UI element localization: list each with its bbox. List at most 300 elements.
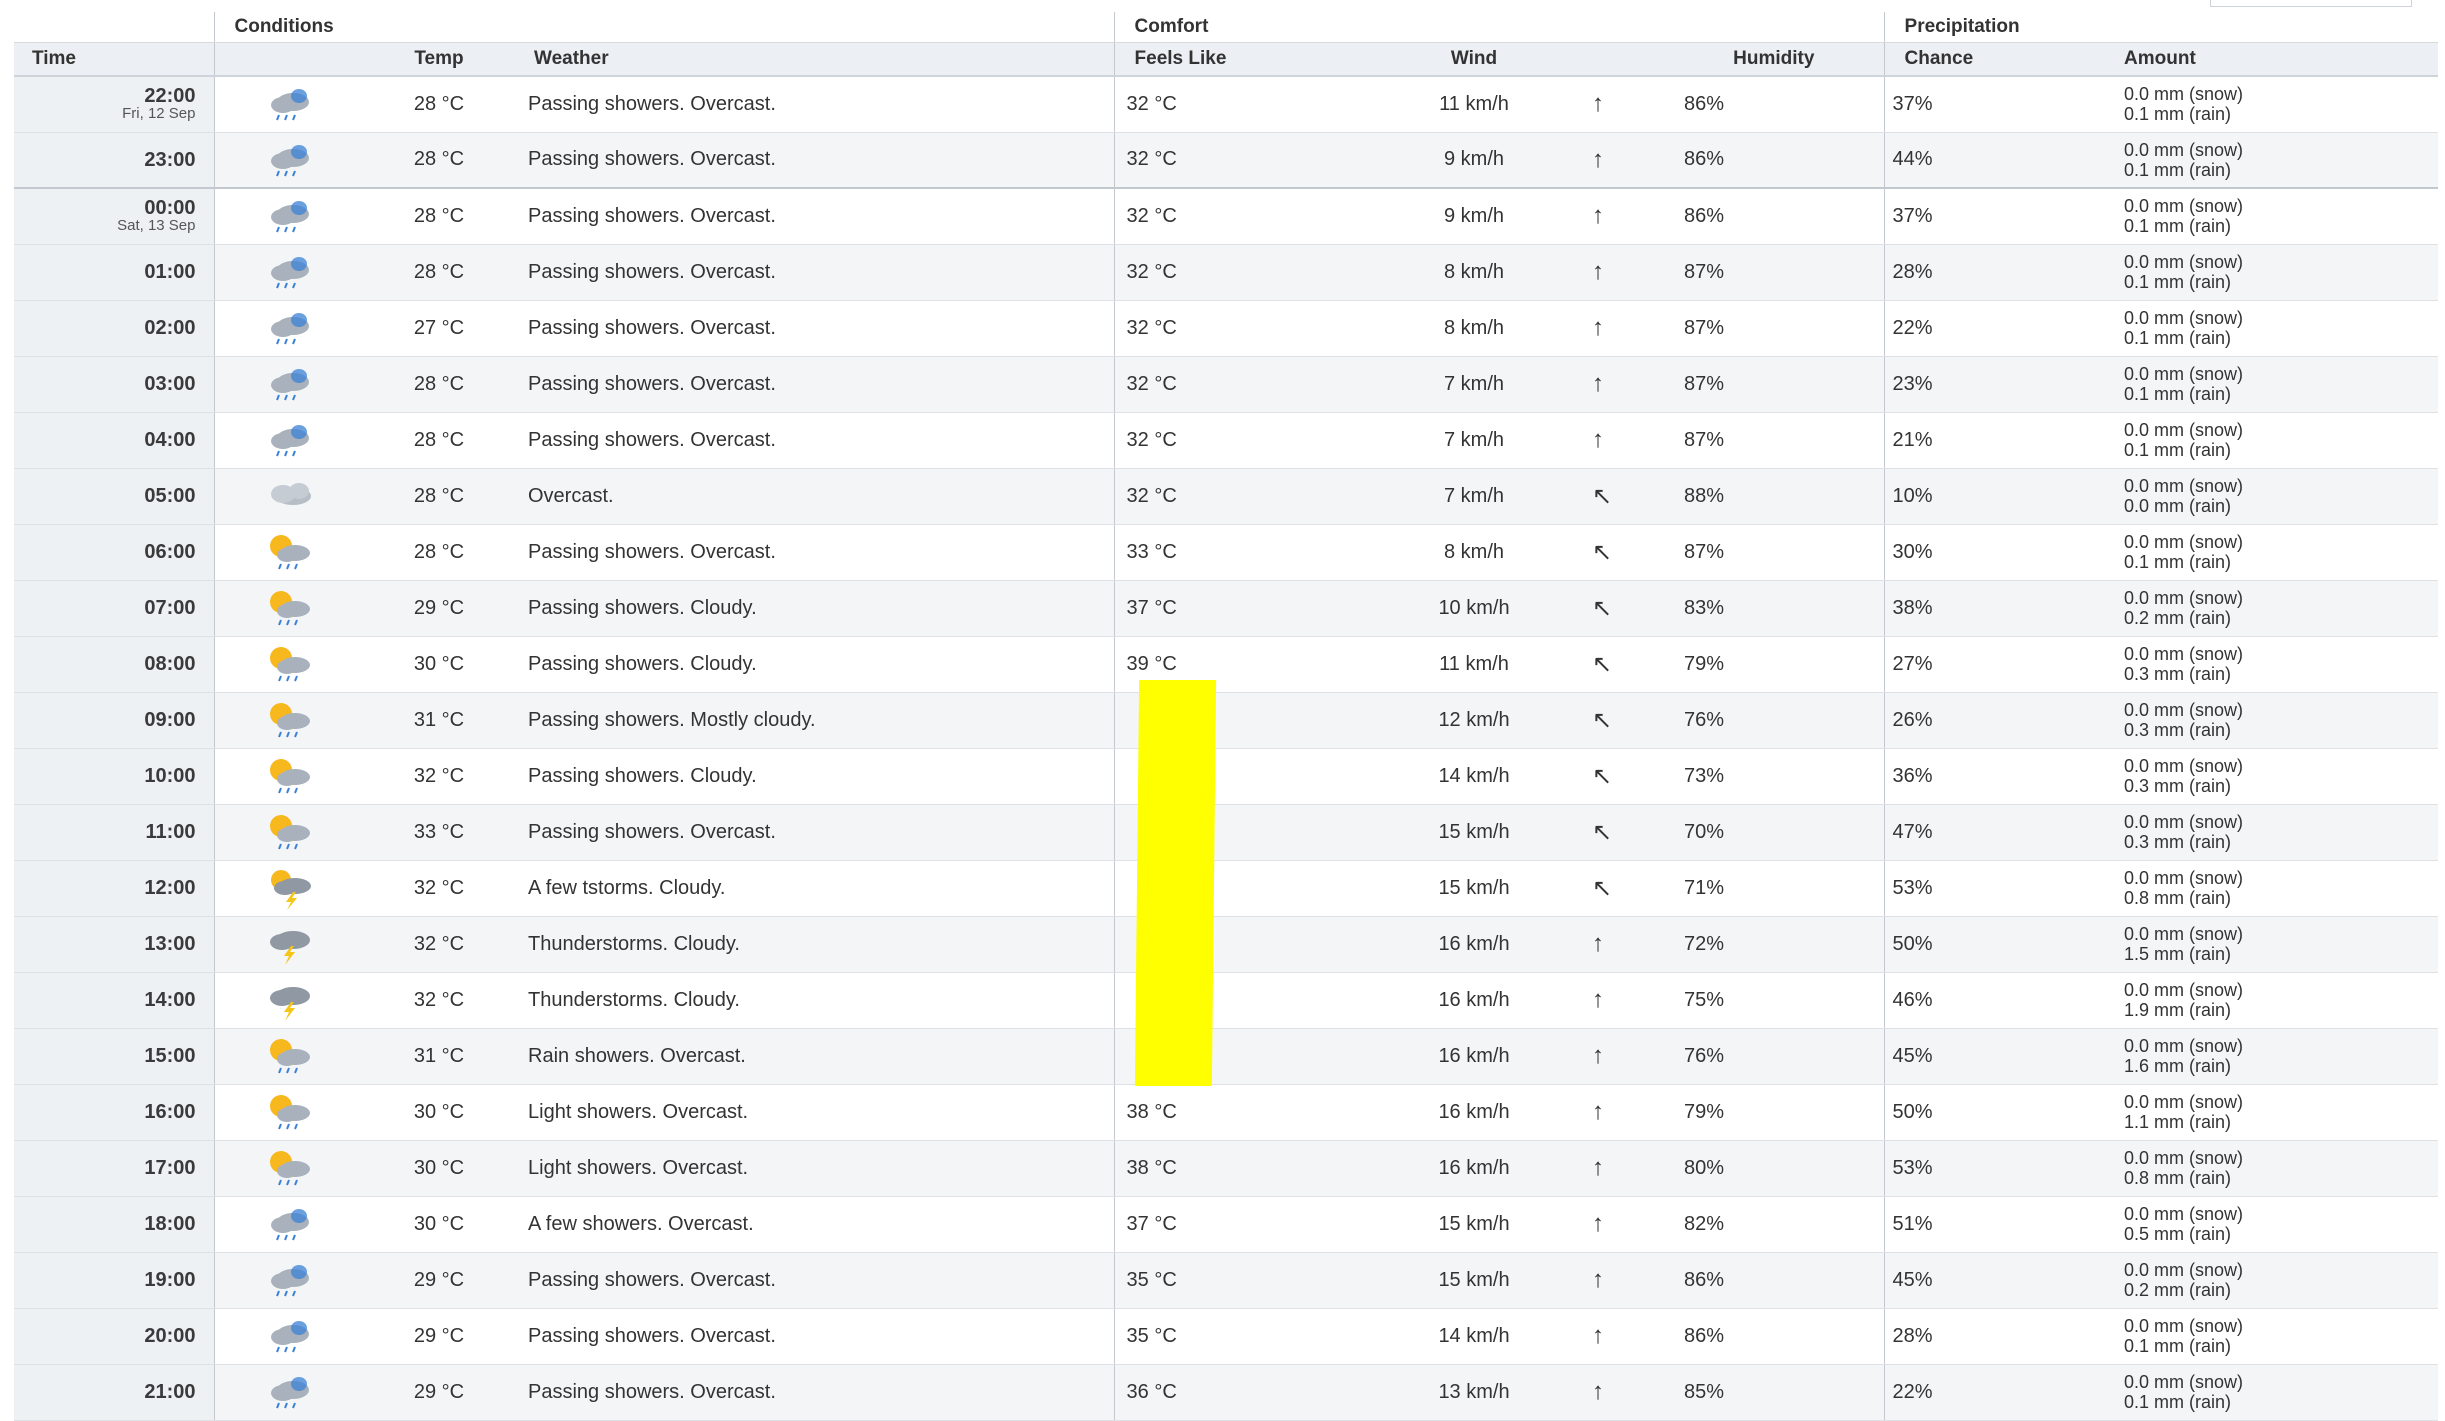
weather-icon-cell bbox=[214, 580, 364, 636]
humidity-cell: 86% bbox=[1664, 1308, 1884, 1364]
amount-cell bbox=[2084, 1196, 2438, 1252]
amount-cell bbox=[2084, 1140, 2438, 1196]
weather-icon-cell bbox=[214, 1364, 364, 1420]
chance-cell: 51% bbox=[1884, 1196, 2084, 1252]
hour-label: 05:00 bbox=[144, 485, 196, 507]
amount-cell bbox=[2084, 1028, 2438, 1084]
snow-amount: 0.0 mm (snow) bbox=[2124, 644, 2244, 664]
humidity-cell: 87% bbox=[1664, 244, 1884, 300]
weather-icon-cell bbox=[214, 76, 364, 132]
hourly-forecast-table bbox=[14, 12, 2438, 1421]
temp-cell: 29 °C bbox=[364, 580, 514, 636]
showers-cloud-icon bbox=[259, 1202, 319, 1246]
chance-cell: 45% bbox=[1884, 1252, 2084, 1308]
temp-cell: 31 °C bbox=[364, 692, 514, 748]
humidity-cell: 80% bbox=[1664, 1140, 1884, 1196]
snow-amount: 0.0 mm (snow) bbox=[2124, 868, 2244, 888]
chance-cell: 22% bbox=[1884, 300, 2084, 356]
weather-cell: Passing showers. Cloudy. bbox=[514, 580, 1114, 636]
amount-cell bbox=[2084, 188, 2438, 244]
time-cell bbox=[14, 300, 214, 356]
date-label: Fri, 12 Sep bbox=[122, 105, 196, 123]
weather-cell: Passing showers. Overcast. bbox=[514, 412, 1114, 468]
rain-amount: 0.1 mm (rain) bbox=[2124, 384, 2232, 404]
temp-cell: 30 °C bbox=[364, 1196, 514, 1252]
column-header-wind-direction bbox=[1584, 43, 1664, 77]
date-label: Sat, 13 Sep bbox=[117, 217, 196, 235]
group-header-conditions: Conditions bbox=[214, 12, 1114, 43]
rain-amount: 0.1 mm (rain) bbox=[2124, 104, 2232, 125]
time-cell bbox=[14, 1364, 214, 1420]
hour-label: 08:00 bbox=[144, 653, 196, 675]
snow-amount: 0.0 mm (snow) bbox=[2124, 84, 2244, 105]
wind-cell: 16 km/h bbox=[1364, 916, 1584, 972]
rain-amount: 0.1 mm (rain) bbox=[2124, 159, 2232, 180]
weather-cell: Passing showers. Overcast. bbox=[514, 524, 1114, 580]
time-cell bbox=[14, 692, 214, 748]
weather-cell: Rain showers. Overcast. bbox=[514, 1028, 1114, 1084]
temp-cell: 32 °C bbox=[364, 916, 514, 972]
weather-cell: Light showers. Overcast. bbox=[514, 1140, 1114, 1196]
weather-icon-cell bbox=[214, 300, 364, 356]
snow-amount: 0.0 mm (snow) bbox=[2124, 1092, 2244, 1112]
feels-like-cell: 32 °C bbox=[1114, 412, 1364, 468]
feels-like-cell: 32 °C bbox=[1114, 300, 1364, 356]
sun-showers-icon bbox=[259, 586, 319, 630]
rain-amount: 1.1 mm (rain) bbox=[2124, 1112, 2232, 1132]
arrow-up-icon: ↑ bbox=[1584, 972, 1664, 1028]
arrow-up-icon: ↑ bbox=[1584, 1140, 1664, 1196]
rain-amount: 0.1 mm (rain) bbox=[2124, 216, 2232, 237]
table-row bbox=[14, 300, 2438, 356]
search-box-edge bbox=[2210, 0, 2412, 7]
table-row bbox=[14, 636, 2438, 692]
weather-cell: Passing showers. Overcast. bbox=[514, 132, 1114, 188]
wind-cell: 13 km/h bbox=[1364, 1364, 1584, 1420]
rain-amount: 0.1 mm (rain) bbox=[2124, 1336, 2232, 1356]
table-row bbox=[14, 1028, 2438, 1084]
feels-like-cell: 32 °C bbox=[1114, 356, 1364, 412]
chance-cell: 21% bbox=[1884, 412, 2084, 468]
chance-cell: 45% bbox=[1884, 1028, 2084, 1084]
amount-cell bbox=[2084, 76, 2438, 132]
humidity-cell: 71% bbox=[1664, 860, 1884, 916]
feels-like-cell: 35 °C bbox=[1114, 1308, 1364, 1364]
weather-icon-cell bbox=[214, 916, 364, 972]
amount-cell bbox=[2084, 412, 2438, 468]
arrow-up-icon: ↑ bbox=[1584, 1196, 1664, 1252]
weather-cell: Light showers. Overcast. bbox=[514, 1084, 1114, 1140]
amount-cell bbox=[2084, 1308, 2438, 1364]
rain-amount: 1.5 mm (rain) bbox=[2124, 944, 2232, 964]
chance-cell: 28% bbox=[1884, 1308, 2084, 1364]
chance-cell: 44% bbox=[1884, 132, 2084, 188]
weather-icon-cell bbox=[214, 468, 364, 524]
wind-cell: 8 km/h bbox=[1364, 244, 1584, 300]
column-header-feels-like: Feels Like bbox=[1114, 43, 1364, 77]
table-row bbox=[14, 692, 2438, 748]
temp-cell: 30 °C bbox=[364, 636, 514, 692]
weather-cell: A few showers. Overcast. bbox=[514, 1196, 1114, 1252]
forecast-rows bbox=[14, 76, 2438, 1420]
temp-cell: 29 °C bbox=[364, 1252, 514, 1308]
amount-cell bbox=[2084, 524, 2438, 580]
chance-cell: 36% bbox=[1884, 748, 2084, 804]
sun-showers-icon bbox=[259, 1034, 319, 1078]
humidity-cell: 86% bbox=[1664, 76, 1884, 132]
temp-cell: 28 °C bbox=[364, 412, 514, 468]
humidity-cell: 87% bbox=[1664, 524, 1884, 580]
feels-like-cell: 33 °C bbox=[1114, 524, 1364, 580]
chance-cell: 50% bbox=[1884, 1084, 2084, 1140]
arrow-up-left-icon: ↖ bbox=[1584, 636, 1664, 692]
weather-icon-cell bbox=[214, 524, 364, 580]
group-header-time bbox=[14, 12, 214, 43]
time-cell bbox=[14, 132, 214, 188]
snow-amount: 0.0 mm (snow) bbox=[2124, 420, 2244, 440]
temp-cell: 30 °C bbox=[364, 1084, 514, 1140]
table-row bbox=[14, 132, 2438, 188]
table-row bbox=[14, 76, 2438, 132]
humidity-cell: 76% bbox=[1664, 692, 1884, 748]
humidity-cell: 70% bbox=[1664, 804, 1884, 860]
chance-cell: 22% bbox=[1884, 1364, 2084, 1420]
wind-cell: 16 km/h bbox=[1364, 1140, 1584, 1196]
weather-cell: Passing showers. Overcast. bbox=[514, 244, 1114, 300]
column-header-weather: Weather bbox=[514, 43, 1114, 77]
amount-cell bbox=[2084, 1252, 2438, 1308]
hour-label: 01:00 bbox=[144, 261, 196, 283]
amount-cell bbox=[2084, 580, 2438, 636]
feels-like-cell: 37 °C bbox=[1114, 1196, 1364, 1252]
snow-amount: 0.0 mm (snow) bbox=[2124, 252, 2244, 272]
sun-showers-icon bbox=[259, 1090, 319, 1134]
chance-cell: 30% bbox=[1884, 524, 2084, 580]
time-cell bbox=[14, 860, 214, 916]
sun-showers-icon bbox=[259, 754, 319, 798]
rain-amount: 0.3 mm (rain) bbox=[2124, 776, 2232, 796]
weather-icon-cell bbox=[214, 860, 364, 916]
weather-cell: Overcast. bbox=[514, 468, 1114, 524]
chance-cell: 53% bbox=[1884, 1140, 2084, 1196]
time-cell bbox=[14, 188, 214, 244]
rain-amount: 0.1 mm (rain) bbox=[2124, 272, 2232, 292]
temp-cell: 30 °C bbox=[364, 1140, 514, 1196]
table-row bbox=[14, 860, 2438, 916]
hour-label: 12:00 bbox=[144, 877, 196, 899]
humidity-cell: 87% bbox=[1664, 300, 1884, 356]
rain-amount: 0.3 mm (rain) bbox=[2124, 832, 2232, 852]
humidity-cell: 72% bbox=[1664, 916, 1884, 972]
hour-label: 02:00 bbox=[144, 317, 196, 339]
snow-amount: 0.0 mm (snow) bbox=[2124, 1036, 2244, 1056]
snow-amount: 0.0 mm (snow) bbox=[2124, 588, 2244, 608]
time-cell bbox=[14, 76, 214, 132]
wind-cell: 16 km/h bbox=[1364, 1084, 1584, 1140]
arrow-up-icon: ↑ bbox=[1584, 300, 1664, 356]
feels-like-cell: 35 °C bbox=[1114, 1252, 1364, 1308]
feels-like-cell: 32 °C bbox=[1114, 188, 1364, 244]
humidity-cell: 73% bbox=[1664, 748, 1884, 804]
humidity-cell: 87% bbox=[1664, 356, 1884, 412]
chance-cell: 46% bbox=[1884, 972, 2084, 1028]
feels-like-cell: 38 °C bbox=[1114, 1140, 1364, 1196]
rain-amount: 0.1 mm (rain) bbox=[2124, 440, 2232, 460]
weather-cell: Passing showers. Overcast. bbox=[514, 356, 1114, 412]
yellow-highlight-mark bbox=[1135, 680, 1216, 1086]
showers-cloud-icon bbox=[259, 362, 319, 406]
hour-label: 06:00 bbox=[144, 541, 196, 563]
table-row bbox=[14, 1196, 2438, 1252]
temp-cell: 29 °C bbox=[364, 1364, 514, 1420]
table-row bbox=[14, 412, 2438, 468]
hour-label: 14:00 bbox=[144, 989, 196, 1011]
wind-cell: 7 km/h bbox=[1364, 356, 1584, 412]
table-row bbox=[14, 188, 2438, 244]
hour-label: 04:00 bbox=[144, 429, 196, 451]
weather-icon-cell bbox=[214, 636, 364, 692]
temp-cell: 28 °C bbox=[364, 76, 514, 132]
humidity-cell: 79% bbox=[1664, 1084, 1884, 1140]
time-cell bbox=[14, 1084, 214, 1140]
wind-cell: 8 km/h bbox=[1364, 524, 1584, 580]
arrow-up-icon: ↑ bbox=[1584, 76, 1664, 132]
weather-cell: A few tstorms. Cloudy. bbox=[514, 860, 1114, 916]
weather-icon-cell bbox=[214, 412, 364, 468]
wind-cell: 12 km/h bbox=[1364, 692, 1584, 748]
chance-cell: 37% bbox=[1884, 188, 2084, 244]
amount-cell bbox=[2084, 1364, 2438, 1420]
rain-amount: 0.3 mm (rain) bbox=[2124, 664, 2232, 684]
wind-cell: 15 km/h bbox=[1364, 804, 1584, 860]
wind-cell: 8 km/h bbox=[1364, 300, 1584, 356]
snow-amount: 0.0 mm (snow) bbox=[2124, 812, 2244, 832]
rain-amount: 0.2 mm (rain) bbox=[2124, 608, 2232, 628]
table-row bbox=[14, 244, 2438, 300]
weather-cell: Passing showers. Overcast. bbox=[514, 76, 1114, 132]
time-cell bbox=[14, 1308, 214, 1364]
arrow-up-left-icon: ↖ bbox=[1584, 468, 1664, 524]
hour-label: 21:00 bbox=[144, 1381, 196, 1403]
humidity-cell: 86% bbox=[1664, 188, 1884, 244]
weather-cell: Passing showers. Overcast. bbox=[514, 1308, 1114, 1364]
feels-like-cell: 32 °C bbox=[1114, 132, 1364, 188]
sun-showers-icon bbox=[259, 1146, 319, 1190]
time-cell bbox=[14, 580, 214, 636]
hour-label: 23:00 bbox=[144, 148, 196, 171]
time-cell bbox=[14, 524, 214, 580]
group-header-precipitation: Precipitation bbox=[1884, 12, 2438, 43]
temp-cell: 32 °C bbox=[364, 748, 514, 804]
amount-cell bbox=[2084, 692, 2438, 748]
table-row bbox=[14, 916, 2438, 972]
showers-cloud-icon bbox=[259, 1258, 319, 1302]
wind-cell: 15 km/h bbox=[1364, 860, 1584, 916]
feels-like-cell: 32 °C bbox=[1114, 76, 1364, 132]
table-row bbox=[14, 580, 2438, 636]
feels-like-cell: 37 °C bbox=[1114, 580, 1364, 636]
weather-cell: Passing showers. Overcast. bbox=[514, 1252, 1114, 1308]
time-cell bbox=[14, 1028, 214, 1084]
time-cell bbox=[14, 1252, 214, 1308]
hour-label: 17:00 bbox=[144, 1157, 196, 1179]
humidity-cell: 87% bbox=[1664, 412, 1884, 468]
time-cell bbox=[14, 916, 214, 972]
column-header-icon bbox=[214, 43, 364, 77]
sun-showers-icon bbox=[259, 642, 319, 686]
rain-amount: 0.1 mm (rain) bbox=[2124, 552, 2232, 572]
arrow-up-icon: ↑ bbox=[1584, 1084, 1664, 1140]
weather-icon-cell bbox=[214, 748, 364, 804]
feels-like-cell: 38 °C bbox=[1114, 1084, 1364, 1140]
weather-cell: Passing showers. Mostly cloudy. bbox=[514, 692, 1114, 748]
temp-cell: 29 °C bbox=[364, 1308, 514, 1364]
hour-label: 15:00 bbox=[144, 1045, 196, 1067]
temp-cell: 32 °C bbox=[364, 860, 514, 916]
weather-icon-cell bbox=[214, 1084, 364, 1140]
table-row bbox=[14, 1084, 2438, 1140]
table-row bbox=[14, 1140, 2438, 1196]
hour-label: 07:00 bbox=[144, 597, 196, 619]
feels-like-cell: 36 °C bbox=[1114, 1364, 1364, 1420]
wind-cell: 14 km/h bbox=[1364, 1308, 1584, 1364]
snow-amount: 0.0 mm (snow) bbox=[2124, 1148, 2244, 1168]
table-row bbox=[14, 804, 2438, 860]
hour-label: 13:00 bbox=[144, 933, 196, 955]
arrow-up-icon: ↑ bbox=[1584, 1308, 1664, 1364]
hour-label: 19:00 bbox=[144, 1269, 196, 1291]
weather-icon-cell bbox=[214, 972, 364, 1028]
weather-icon-cell bbox=[214, 1308, 364, 1364]
thunderstorm-icon bbox=[259, 978, 319, 1022]
rain-amount: 0.1 mm (rain) bbox=[2124, 1392, 2232, 1412]
showers-cloud-icon bbox=[259, 138, 319, 182]
chance-cell: 27% bbox=[1884, 636, 2084, 692]
amount-cell bbox=[2084, 356, 2438, 412]
hour-label: 11:00 bbox=[145, 821, 196, 843]
thunderstorm-icon bbox=[259, 922, 319, 966]
wind-cell: 14 km/h bbox=[1364, 748, 1584, 804]
amount-cell bbox=[2084, 1084, 2438, 1140]
weather-cell: Passing showers. Overcast. bbox=[514, 804, 1114, 860]
arrow-up-left-icon: ↖ bbox=[1584, 692, 1664, 748]
snow-amount: 0.0 mm (snow) bbox=[2124, 700, 2244, 720]
amount-cell bbox=[2084, 972, 2438, 1028]
weather-icon-cell bbox=[214, 1196, 364, 1252]
column-header-humidity: Humidity bbox=[1664, 43, 1884, 77]
temp-cell: 32 °C bbox=[364, 972, 514, 1028]
arrow-up-icon: ↑ bbox=[1584, 1028, 1664, 1084]
feels-like-cell: 32 °C bbox=[1114, 244, 1364, 300]
time-cell bbox=[14, 412, 214, 468]
snow-amount: 0.0 mm (snow) bbox=[2124, 532, 2244, 552]
sun-thunder-icon bbox=[259, 866, 319, 910]
showers-cloud-icon bbox=[259, 194, 319, 238]
sun-showers-icon bbox=[259, 698, 319, 742]
wind-cell: 9 km/h bbox=[1364, 132, 1584, 188]
arrow-up-icon: ↑ bbox=[1584, 412, 1664, 468]
time-cell bbox=[14, 972, 214, 1028]
rain-amount: 0.1 mm (rain) bbox=[2124, 328, 2232, 348]
amount-cell bbox=[2084, 468, 2438, 524]
wind-cell: 11 km/h bbox=[1364, 636, 1584, 692]
wind-cell: 10 km/h bbox=[1364, 580, 1584, 636]
group-header-comfort: Comfort bbox=[1114, 12, 1884, 43]
weather-icon-cell bbox=[214, 1140, 364, 1196]
column-header-temp: Temp bbox=[364, 43, 514, 77]
rain-amount: 0.2 mm (rain) bbox=[2124, 1280, 2232, 1300]
feels-like-cell: 32 °C bbox=[1114, 468, 1364, 524]
snow-amount: 0.0 mm (snow) bbox=[2124, 476, 2244, 496]
weather-icon-cell bbox=[214, 1028, 364, 1084]
weather-cell: Thunderstorms. Cloudy. bbox=[514, 972, 1114, 1028]
snow-amount: 0.0 mm (snow) bbox=[2124, 1372, 2244, 1392]
arrow-up-icon: ↑ bbox=[1584, 188, 1664, 244]
amount-cell bbox=[2084, 804, 2438, 860]
temp-cell: 31 °C bbox=[364, 1028, 514, 1084]
humidity-cell: 79% bbox=[1664, 636, 1884, 692]
rain-amount: 1.9 mm (rain) bbox=[2124, 1000, 2232, 1020]
rain-amount: 0.8 mm (rain) bbox=[2124, 1168, 2232, 1188]
table-row bbox=[14, 972, 2438, 1028]
chance-cell: 53% bbox=[1884, 860, 2084, 916]
temp-cell: 28 °C bbox=[364, 188, 514, 244]
snow-amount: 0.0 mm (snow) bbox=[2124, 1316, 2244, 1336]
snow-amount: 0.0 mm (snow) bbox=[2124, 980, 2244, 1000]
snow-amount: 0.0 mm (snow) bbox=[2124, 196, 2244, 217]
time-cell bbox=[14, 804, 214, 860]
group-header-row bbox=[14, 12, 2438, 43]
temp-cell: 28 °C bbox=[364, 356, 514, 412]
chance-cell: 23% bbox=[1884, 356, 2084, 412]
column-header-wind: Wind bbox=[1364, 43, 1584, 77]
hour-label: 00:00 bbox=[144, 197, 196, 220]
amount-cell bbox=[2084, 244, 2438, 300]
forecast-table-container bbox=[14, 12, 2438, 1421]
amount-cell bbox=[2084, 916, 2438, 972]
overcast-cloud-icon bbox=[259, 474, 319, 518]
amount-cell bbox=[2084, 300, 2438, 356]
showers-cloud-icon bbox=[259, 418, 319, 462]
temp-cell: 33 °C bbox=[364, 804, 514, 860]
wind-cell: 15 km/h bbox=[1364, 1196, 1584, 1252]
chance-cell: 50% bbox=[1884, 916, 2084, 972]
table-row bbox=[14, 1252, 2438, 1308]
feels-like-cell: 39 °C bbox=[1114, 636, 1364, 692]
weather-icon-cell bbox=[214, 132, 364, 188]
wind-cell: 16 km/h bbox=[1364, 972, 1584, 1028]
snow-amount: 0.0 mm (snow) bbox=[2124, 308, 2244, 328]
rain-amount: 0.5 mm (rain) bbox=[2124, 1224, 2232, 1244]
temp-cell: 28 °C bbox=[364, 524, 514, 580]
weather-icon-cell bbox=[214, 804, 364, 860]
column-header-chance: Chance bbox=[1884, 43, 2084, 77]
table-row bbox=[14, 1308, 2438, 1364]
wind-cell: 9 km/h bbox=[1364, 188, 1584, 244]
wind-cell: 7 km/h bbox=[1364, 412, 1584, 468]
time-cell bbox=[14, 468, 214, 524]
weather-icon-cell bbox=[214, 188, 364, 244]
chance-cell: 28% bbox=[1884, 244, 2084, 300]
wind-cell: 15 km/h bbox=[1364, 1252, 1584, 1308]
snow-amount: 0.0 mm (snow) bbox=[2124, 924, 2244, 944]
table-row bbox=[14, 468, 2438, 524]
showers-cloud-icon bbox=[259, 82, 319, 126]
amount-cell bbox=[2084, 748, 2438, 804]
temp-cell: 28 °C bbox=[364, 468, 514, 524]
time-cell bbox=[14, 356, 214, 412]
hour-label: 16:00 bbox=[144, 1101, 196, 1123]
